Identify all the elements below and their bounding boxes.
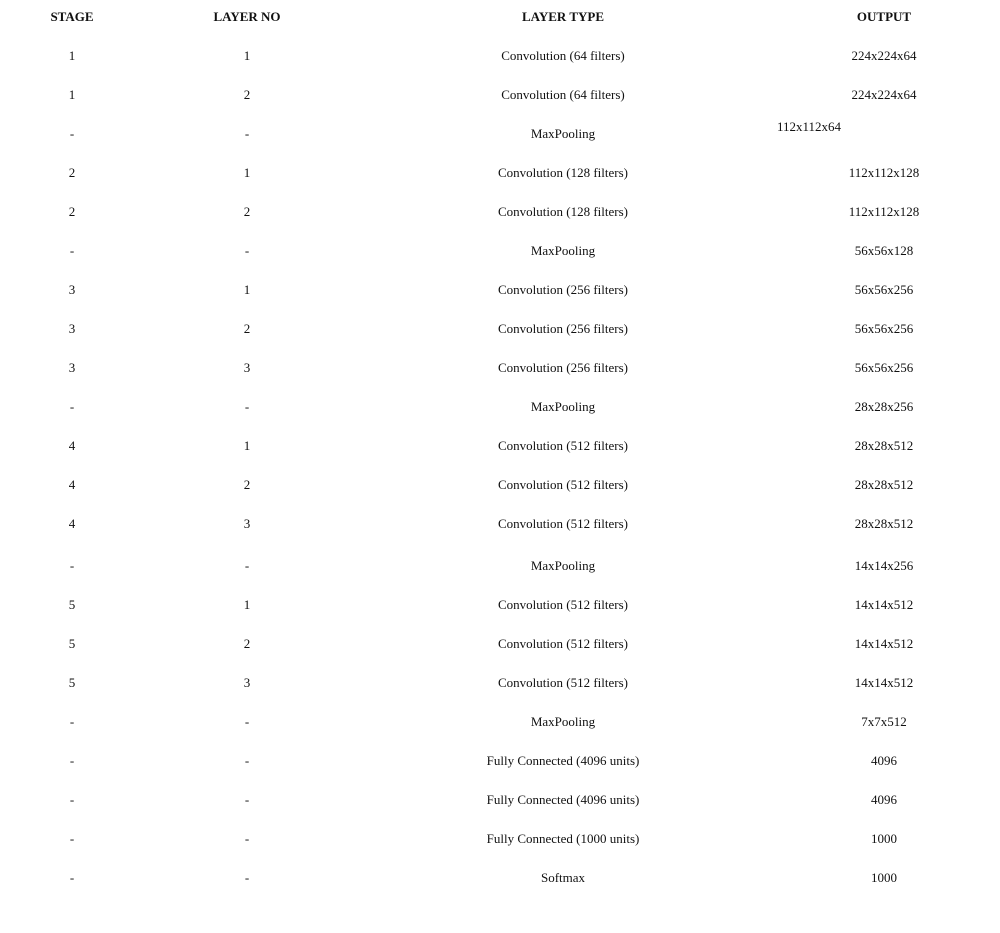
- cell-layer-no: -: [244, 399, 250, 414]
- cell-layer-type: Fully Connected (1000 units): [486, 831, 640, 846]
- cell-layer-type: Convolution (64 filters): [501, 87, 625, 102]
- cell-layer-type: Convolution (512 filters): [498, 597, 628, 612]
- cell-layer-type: Convolution (256 filters): [498, 282, 628, 297]
- header-layer-no: LAYER NO: [213, 9, 281, 24]
- cell-layer-no: -: [244, 126, 250, 141]
- cell-layer-no: -: [244, 558, 250, 573]
- cell-layer-type: Convolution (256 filters): [498, 360, 628, 375]
- cell-output: 14x14x512: [854, 597, 914, 612]
- table-row: [0, 161, 1000, 185]
- cell-output: 56x56x128: [854, 243, 914, 258]
- cell-output: 4096: [871, 753, 897, 768]
- cell-layer-type: MaxPooling: [530, 126, 596, 141]
- cell-stage: -: [69, 792, 75, 807]
- cell-layer-no: -: [244, 243, 250, 258]
- cell-stage: -: [69, 870, 75, 885]
- cell-output: 224x224x64: [851, 48, 917, 63]
- cell-layer-type: MaxPooling: [530, 243, 596, 258]
- table-row: [0, 866, 1000, 890]
- cell-stage: 5: [68, 636, 76, 651]
- table-row: [0, 554, 1000, 578]
- header-layer-type: LAYER TYPE: [522, 9, 604, 24]
- cell-output: 4096: [871, 792, 897, 807]
- cell-layer-no: 2: [243, 87, 251, 102]
- cell-stage: -: [69, 126, 75, 141]
- cell-stage: 3: [68, 321, 76, 336]
- cell-layer-type: Convolution (64 filters): [501, 48, 625, 63]
- cell-stage: -: [69, 399, 75, 414]
- header-output: OUTPUT: [856, 9, 912, 24]
- cell-output: 28x28x512: [854, 516, 914, 531]
- table-row: [0, 44, 1000, 68]
- cell-stage: 1: [68, 87, 76, 102]
- cell-output: 112x112x128: [848, 204, 920, 219]
- cell-output: 56x56x256: [854, 360, 914, 375]
- table-row: [0, 200, 1000, 224]
- cell-layer-no: 1: [243, 48, 251, 63]
- cell-layer-type: MaxPooling: [530, 714, 596, 729]
- cell-output: 56x56x256: [854, 321, 914, 336]
- cell-layer-type: Convolution (256 filters): [498, 321, 628, 336]
- cell-stage: 3: [68, 282, 76, 297]
- cell-stage: -: [69, 558, 75, 573]
- cell-layer-type: Convolution (128 filters): [498, 165, 628, 180]
- cell-layer-type: Softmax: [540, 870, 586, 885]
- cell-output: 1000: [871, 831, 897, 846]
- cell-stage: 4: [68, 477, 76, 492]
- cell-layer-no: 3: [243, 360, 251, 375]
- cell-layer-type: Convolution (512 filters): [498, 477, 628, 492]
- table-row: [0, 395, 1000, 419]
- cell-layer-type: Fully Connected (4096 units): [486, 753, 640, 768]
- cell-layer-no: -: [244, 831, 250, 846]
- table-row: [0, 473, 1000, 497]
- table-row: [0, 710, 1000, 734]
- table-row: [0, 278, 1000, 302]
- table-row: [0, 788, 1000, 812]
- cell-output: 28x28x512: [854, 438, 914, 453]
- cell-stage: 3: [68, 360, 76, 375]
- cell-layer-type: MaxPooling: [530, 399, 596, 414]
- table-row: [0, 356, 1000, 380]
- cell-layer-type: Fully Connected (4096 units): [486, 792, 640, 807]
- cell-output: 112x112x128: [848, 165, 920, 180]
- table-row: [0, 749, 1000, 773]
- cell-output: 7x7x512: [861, 714, 907, 729]
- cell-stage: 4: [68, 516, 76, 531]
- cell-output: 14x14x512: [854, 675, 914, 690]
- header-stage: STAGE: [50, 9, 94, 24]
- table-row: [0, 827, 1000, 851]
- cell-layer-no: 1: [243, 282, 251, 297]
- table-row: [0, 512, 1000, 536]
- cell-output: 224x224x64: [851, 87, 917, 102]
- table-row: [0, 83, 1000, 107]
- cell-layer-type: Convolution (512 filters): [498, 516, 628, 531]
- cell-layer-no: 3: [243, 516, 251, 531]
- table-row: [0, 119, 1000, 146]
- table-row: [0, 632, 1000, 656]
- cell-output: 14x14x256: [854, 558, 914, 573]
- cell-layer-no: -: [244, 753, 250, 768]
- table-row: [0, 671, 1000, 695]
- cell-output: 14x14x512: [854, 636, 914, 651]
- cell-layer-type: Convolution (512 filters): [498, 438, 628, 453]
- cell-layer-type: Convolution (512 filters): [498, 636, 628, 651]
- cell-stage: -: [69, 714, 75, 729]
- table-header-row: [0, 5, 1000, 29]
- cell-stage: 4: [68, 438, 76, 453]
- table-row: [0, 239, 1000, 263]
- cell-output: 28x28x512: [854, 477, 914, 492]
- cell-stage: -: [69, 753, 75, 768]
- cell-output: 112x112x64: [776, 119, 842, 134]
- cell-layer-no: 2: [243, 204, 251, 219]
- table-row: [0, 593, 1000, 617]
- cell-output: 56x56x256: [854, 282, 914, 297]
- cell-stage: 1: [68, 48, 76, 63]
- cell-layer-no: 1: [243, 597, 251, 612]
- cell-layer-type: Convolution (128 filters): [498, 204, 628, 219]
- cell-stage: 5: [68, 597, 76, 612]
- cell-stage: 5: [68, 675, 76, 690]
- cell-stage: -: [69, 831, 75, 846]
- cell-layer-no: 3: [243, 675, 251, 690]
- cell-layer-no: -: [244, 714, 250, 729]
- cell-layer-no: 2: [243, 321, 251, 336]
- cell-layer-no: 2: [243, 477, 251, 492]
- cell-stage: -: [69, 243, 75, 258]
- cell-layer-no: -: [244, 870, 250, 885]
- cell-layer-type: Convolution (512 filters): [498, 675, 628, 690]
- cell-stage: 2: [68, 165, 76, 180]
- cell-layer-no: 2: [243, 636, 251, 651]
- cell-layer-type: MaxPooling: [530, 558, 596, 573]
- cell-stage: 2: [68, 204, 76, 219]
- cell-output: 28x28x256: [854, 399, 914, 414]
- cell-output: 1000: [871, 870, 897, 885]
- cell-layer-no: 1: [243, 438, 251, 453]
- cell-layer-no: -: [244, 792, 250, 807]
- table-row: [0, 434, 1000, 458]
- table-row: [0, 317, 1000, 341]
- cell-layer-no: 1: [243, 165, 251, 180]
